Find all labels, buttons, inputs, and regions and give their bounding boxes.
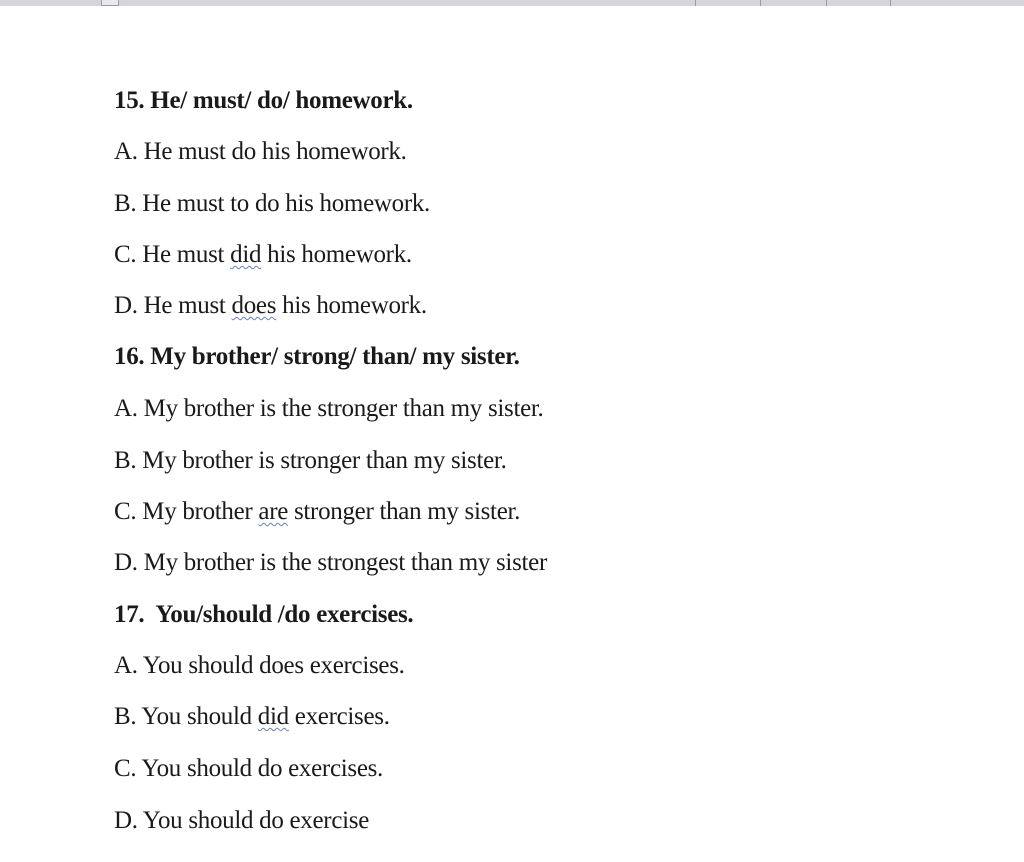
ruler-bar [0, 0, 1024, 6]
question-17-option-c [114, 754, 383, 784]
question-15-prompt: 15. He/ must/ do/ homework. [114, 87, 413, 114]
grammar-flag-word[interactable]: did [257, 703, 289, 730]
question-17-option-d [114, 806, 369, 836]
option-text: D. You should do exercise [114, 807, 369, 834]
question-16-option-c [114, 497, 520, 527]
option-text: A. You should does exercises. [114, 652, 405, 679]
option-text: C. You should do exercises. [114, 755, 383, 782]
option-text: C. My brother [114, 498, 259, 525]
option-text: D. My brother is the strongest than my sister [114, 549, 547, 576]
ruler-tick [890, 0, 891, 6]
question-16-prompt: 16. My brother/ strong/ than/ my sister. [114, 343, 520, 370]
question-17-option-a [114, 651, 405, 681]
option-text: B. My brother is stronger than my sister. [114, 447, 507, 474]
question-15-option-d [114, 291, 427, 321]
option-text: his homework. [261, 241, 412, 268]
question-15-option-c [114, 240, 412, 270]
question-15-option-b [114, 189, 430, 219]
option-text: stronger than my sister. [288, 498, 521, 525]
ruler-tick [826, 0, 827, 6]
question-16-option-b [114, 446, 507, 476]
ruler-tick [760, 0, 761, 6]
option-text: B. He must to do his homework. [114, 190, 430, 217]
option-text: D. He must [114, 292, 232, 319]
option-text: B. You should [114, 703, 258, 730]
option-text: A. My brother is the stronger than my sister. [114, 395, 544, 422]
question-16-option-a [114, 394, 544, 424]
option-text: exercises. [288, 703, 390, 730]
option-text: C. He must [114, 241, 231, 268]
question-17-prompt: 17. You/should /do exercises. [114, 601, 414, 628]
ruler-tick [695, 0, 696, 6]
question-17-option-b [114, 702, 390, 732]
question-16-option-d [114, 548, 547, 578]
grammar-flag-word[interactable]: does [231, 292, 277, 319]
option-text: A. He must do his homework. [114, 138, 407, 165]
grammar-flag-word[interactable]: did [230, 241, 262, 268]
grammar-flag-word[interactable]: are [258, 498, 289, 525]
indent-marker[interactable] [101, 0, 119, 6]
question-15-option-a [114, 137, 407, 167]
option-text: his homework. [276, 292, 427, 319]
